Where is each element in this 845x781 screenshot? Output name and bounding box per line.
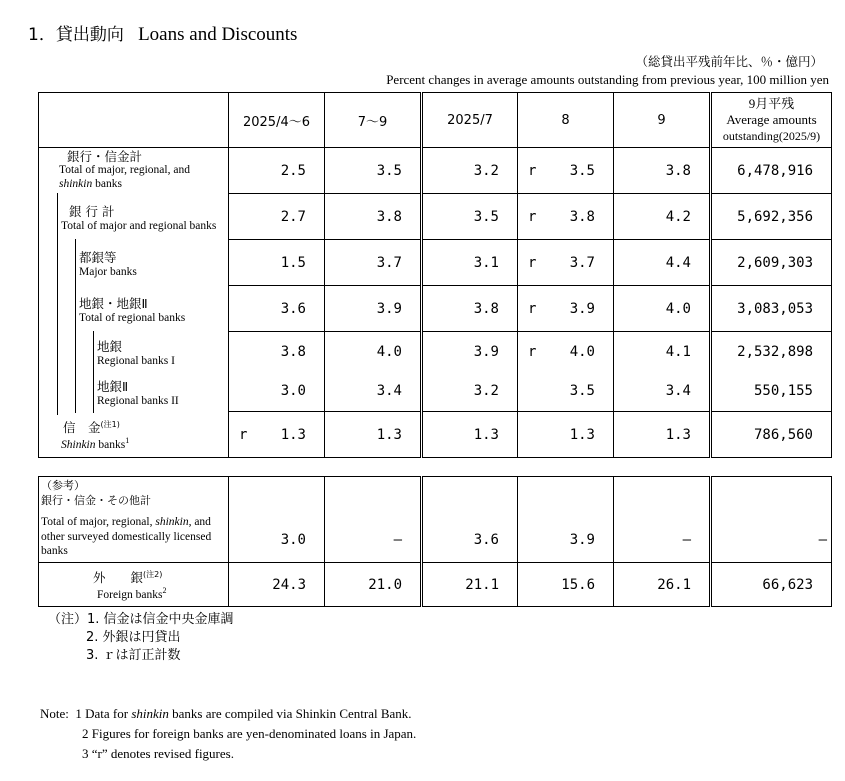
- cell-value: 3.9: [518, 477, 614, 563]
- cell-value: 3.0: [229, 372, 325, 412]
- cell-amount: 550,155: [711, 372, 832, 412]
- notes-jp: [48, 611, 234, 665]
- indent-line: [57, 371, 58, 413]
- cell-value: r 3.9: [518, 286, 614, 332]
- cell-value: —: [614, 477, 711, 563]
- cell-value: 3.8: [614, 148, 711, 194]
- row-label: [39, 240, 229, 286]
- cell-value: 3.8: [229, 332, 325, 372]
- row-label: [39, 148, 229, 194]
- col-header-2025-7: 2025/7: [422, 93, 518, 148]
- indent-line: [57, 331, 58, 373]
- col-header-7-9: 7～9: [325, 93, 422, 148]
- row-label-en-2: other surveyed domestically licensed: [41, 531, 212, 543]
- revised-flag: r: [528, 343, 537, 360]
- indent-line: [75, 239, 76, 287]
- row-label: [39, 332, 229, 372]
- cell-value: 2.5: [229, 148, 325, 194]
- cell-value: 3.9: [422, 332, 518, 372]
- indent-line: [57, 285, 58, 333]
- cell-amount: 6,478,916: [711, 148, 832, 194]
- cell-value: r 3.5: [518, 148, 614, 194]
- cell-value: 3.5: [422, 194, 518, 240]
- revised-flag: r: [528, 254, 537, 271]
- cell-value: 3.5: [518, 372, 614, 412]
- row-label-jp: 都銀等: [79, 249, 117, 265]
- cell-value: r 1.3: [229, 412, 325, 458]
- cell-amount: 3,083,053: [711, 286, 832, 332]
- row-label-en: Total of regional banks: [79, 311, 186, 324]
- row-label: [39, 372, 229, 412]
- table-row: [39, 477, 832, 563]
- cell-value: 1.3: [614, 412, 711, 458]
- row-label-en: Regional banks I: [97, 354, 175, 367]
- cell-value: —: [325, 477, 422, 563]
- row-label-jp: 銀行・信金・その他計: [41, 494, 151, 507]
- cell-value: 4.1: [614, 332, 711, 372]
- row-label-en: Regional banks II: [97, 394, 179, 407]
- col-header-2025-q: 2025/4～6: [229, 93, 325, 148]
- indent-line: [57, 239, 58, 287]
- indent-line: [75, 331, 76, 373]
- row-label-en: Foreign banks$^2$: [97, 586, 167, 601]
- row-label-en-3: banks: [41, 545, 68, 557]
- row-label-jp: 銀行・信金計: [67, 149, 143, 165]
- row-label-jp: 外 銀$^{(注2)}$: [93, 569, 163, 586]
- note-jp-item: 1. 信金は信金中央金庫調: [87, 612, 234, 627]
- cell-amount: —: [711, 477, 832, 563]
- indent-line: [75, 285, 76, 333]
- col-header-avg-jp: 9月平残: [748, 96, 795, 111]
- cell-value: 3.6: [422, 477, 518, 563]
- title-en: Loans and Discounts: [138, 24, 298, 45]
- cell-value: 4.2: [614, 194, 711, 240]
- notes-en: [40, 704, 416, 764]
- col-header-9: 9: [614, 93, 711, 148]
- note-en-3: 3 “r” denotes revised figures.: [82, 746, 234, 761]
- cell-value: 4.4: [614, 240, 711, 286]
- cell-value: 15.6: [518, 563, 614, 607]
- notes-jp-label: （注）: [48, 612, 88, 627]
- cell-amount: 2,532,898: [711, 332, 832, 372]
- cell-value: 3.7: [325, 240, 422, 286]
- row-label-en-2: shinkin banks: [59, 178, 122, 191]
- table-row: [39, 240, 832, 286]
- cell-value: 3.0: [229, 477, 325, 563]
- row-label: [39, 563, 229, 607]
- row-label-en: Total of major, regional, and: [59, 164, 190, 177]
- col-header-8: 8: [518, 93, 614, 148]
- table-row: [39, 148, 832, 194]
- row-label-jp: 銀 行 計: [69, 203, 115, 219]
- cell-value: 3.8: [325, 194, 422, 240]
- cell-value: 3.5: [325, 148, 422, 194]
- cell-value: 1.3: [422, 412, 518, 458]
- cell-value: 26.1: [614, 563, 711, 607]
- table-row: [39, 563, 832, 607]
- revised-flag: r: [528, 208, 537, 225]
- loans-table: [38, 92, 832, 458]
- revised-flag: r: [239, 426, 248, 443]
- note-jp-item: 3. ｒは訂正計数: [86, 648, 181, 663]
- indent-line: [93, 371, 94, 413]
- table-row: [39, 286, 832, 332]
- notes-jp-line-1: [48, 611, 234, 629]
- table-row: [39, 412, 832, 458]
- row-label: [39, 477, 229, 563]
- table-row: [39, 194, 832, 240]
- cell-value: 3.2: [422, 148, 518, 194]
- unit-note-jp: （総貸出平残前年比、％・億円）: [635, 54, 823, 69]
- cell-value: 1.3: [518, 412, 614, 458]
- row-label-jp: 地銀: [97, 338, 123, 354]
- indent-line: [93, 331, 94, 373]
- cell-value: 3.2: [422, 372, 518, 412]
- cell-value: 1.3: [325, 412, 422, 458]
- cell-value: r 3.8: [518, 194, 614, 240]
- reference-head: （参考）: [41, 479, 85, 492]
- note-en-2: 2 Figures for foreign banks are yen-denominated loans in Japan.: [82, 726, 417, 741]
- row-label-en: Shinkin banks$^1$: [61, 435, 130, 451]
- cell-amount: 66,623: [711, 563, 832, 607]
- indent-line: [57, 411, 58, 415]
- row-label-en-1: Total of major, regional, shinkin, and: [41, 516, 211, 528]
- cell-value: 3.1: [422, 240, 518, 286]
- cell-value: r 4.0: [518, 332, 614, 372]
- cell-value: 3.4: [325, 372, 422, 412]
- header-blank: [39, 93, 229, 148]
- cell-value: r 3.7: [518, 240, 614, 286]
- row-label: [39, 412, 229, 458]
- cell-value: 3.8: [422, 286, 518, 332]
- cell-value: 21.1: [422, 563, 518, 607]
- revised-flag: r: [528, 162, 537, 179]
- section-number: 1．: [28, 25, 56, 45]
- row-label: [39, 194, 229, 240]
- col-header-avg-en2: outstanding(2025/9): [722, 129, 821, 143]
- cell-value: 21.0: [325, 563, 422, 607]
- indent-line: [75, 371, 76, 413]
- revised-flag: r: [528, 300, 537, 317]
- unit-note-en: Percent changes in average amounts outstanding from previous year, 100 million yen: [386, 72, 829, 87]
- note-en-1: Note: 1 Data for shinkin banks are compiled via Shinkin Central Bank.: [40, 706, 412, 721]
- row-label-en: Total of major and regional banks: [61, 219, 217, 232]
- cell-value: 24.3: [229, 563, 325, 607]
- note-jp-item: 2. 外銀は円貸出: [86, 630, 181, 645]
- cell-value: 4.0: [325, 332, 422, 372]
- cell-value: 3.4: [614, 372, 711, 412]
- notes-en-label: Note:: [40, 706, 69, 721]
- col-header-avg-en1: Average amounts: [726, 112, 817, 127]
- table-row: [39, 332, 832, 372]
- cell-value: 1.5: [229, 240, 325, 286]
- cell-value: 4.0: [614, 286, 711, 332]
- indent-line: [57, 193, 58, 241]
- row-label-jp: 地銀・地銀Ⅱ: [79, 295, 148, 311]
- row-label-jp: 信 金$^{(注1)}$: [63, 419, 120, 435]
- row-label-en: Major banks: [79, 265, 137, 278]
- reference-table: [38, 476, 832, 607]
- cell-value: 3.6: [229, 286, 325, 332]
- cell-amount: 2,609,303: [711, 240, 832, 286]
- table-row: [39, 372, 832, 412]
- col-header-avg: [711, 93, 832, 148]
- cell-value: 2.7: [229, 194, 325, 240]
- cell-value: 3.9: [325, 286, 422, 332]
- cell-amount: 5,692,356: [711, 194, 832, 240]
- page-title: [28, 20, 297, 46]
- header-row: [39, 93, 832, 148]
- row-label-jp: 地銀Ⅱ: [97, 378, 129, 394]
- cell-amount: 786,560: [711, 412, 832, 458]
- row-label: [39, 286, 229, 332]
- title-jp: 貸出動向: [55, 25, 124, 45]
